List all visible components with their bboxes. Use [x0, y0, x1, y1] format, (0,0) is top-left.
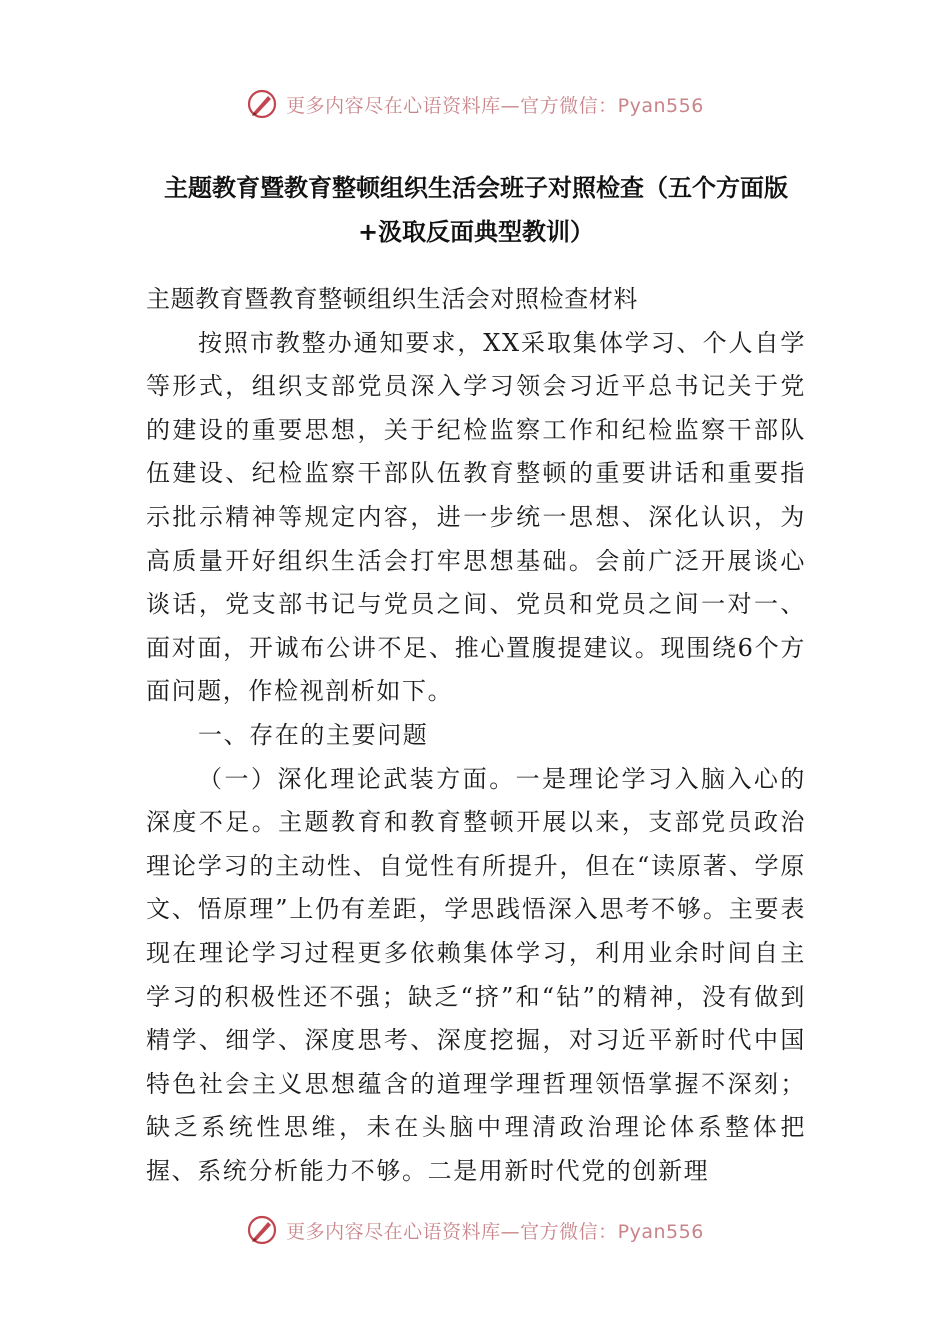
watermark-header — [0, 84, 950, 124]
document-subtitle: 主题教育暨教育整顿组织生活会对照检查材料 — [146, 285, 638, 313]
watermark-footer — [0, 1210, 950, 1250]
paragraph-theory: （一）深化理论武装方面。一是理论学习入脑入心的深度不足。主题教育和教育整顿开展以来，支部党员政治理论学习的主动性、自觉性有所提升，但在“读原著、学原文、悟原理”上仍有差距，学思践悟深入思考不够。主要表现在理论学习过程更多依赖集体学习，利用业余时间自主学习的积极性还不强；缺乏“挤”和“钻”的精神，没有做到精学、细学、深度思考、深度挖掘，对习近平新时代中国特色社会主义思想蕴含的道理学理哲理领悟掌握不深刻；缺乏系统性思维，未在头脑中理清政治理论体系整体把握、系统分析能力不够。二是用新时代党的创新理 — [146, 764, 806, 1185]
watermark-text: 更多内容尽在心语资料库—官方微信：Pyan556 — [286, 94, 704, 117]
paragraph-intro: 按照市教整办通知要求，XX采取集体学习、个人自学等形式，组织支部党员深入学习领会习近平总书记关于党的建设的重要思想，关于纪检监察工作和纪检监察干部队伍建设、纪检监察干部队伍教育整顿的重要讲话和重要指示批示精神等规定内容，进一步统一思想、深化认识，为高质量开好组织生活会打牢思想基础。会前广泛开展谈心谈话，党支部书记与党员之间、党员和党员之间一对一、面对面，开诚布公讲不足、推心置腹提建议。现围绕6个方面问题，作检视剖析如下。 — [146, 328, 806, 706]
pen-logo-icon — [246, 1214, 278, 1246]
document-title: 主题教育暨教育整顿组织生活会班子对照检查（五个方面版+汲取反面典型教训） — [164, 174, 788, 246]
document-body — [146, 278, 806, 1193]
watermark-text: 更多内容尽在心语资料库—官方微信：Pyan556 — [286, 1220, 704, 1243]
pen-logo-icon — [246, 88, 278, 120]
section-heading: 一、存在的主要问题 — [198, 720, 429, 749]
